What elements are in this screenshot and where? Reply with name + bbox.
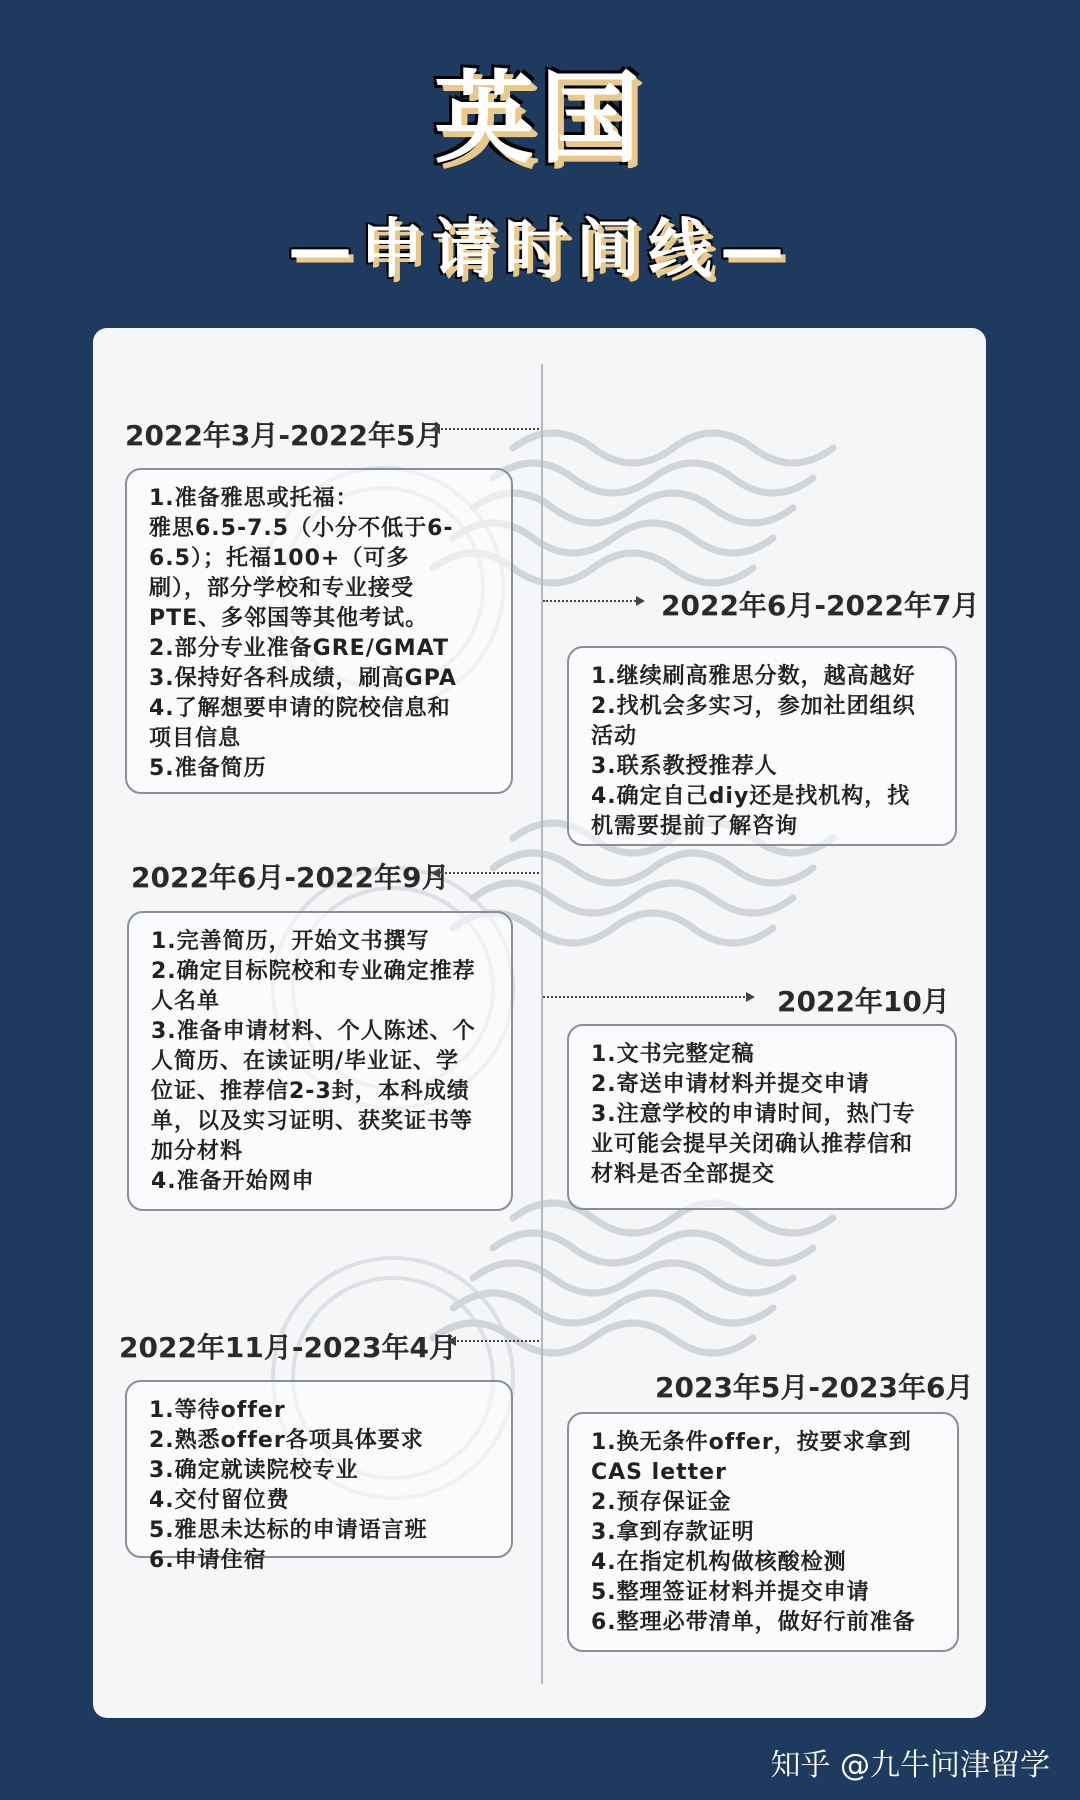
list-item: 活动: [591, 724, 638, 749]
list-item: CAS letter: [591, 1460, 727, 1485]
timeline-axis: [541, 364, 543, 1684]
timeline-date: 2022年6月-2022年7月: [661, 589, 980, 622]
page-subtitle: —申请时间线—: [288, 213, 792, 287]
source-credit: 知乎 @九牛问津留学: [770, 1748, 1050, 1783]
list-item: 2.熟悉offer各项具体要求: [149, 1428, 424, 1453]
list-item: 1.文书完整定稿: [591, 1042, 755, 1067]
list-item: 4.了解想要申请的院校信息和: [149, 696, 451, 721]
timeline-date: 2023年5月-2023年6月: [655, 1371, 974, 1404]
list-item: 2.确定目标院校和专业确定推荐: [151, 959, 476, 984]
list-item: 项目信息: [149, 726, 242, 751]
list-item: 3.注意学校的申请时间，热门专: [591, 1102, 916, 1127]
timeline-date: 2022年3月-2022年5月: [125, 419, 444, 452]
list-item: 2.预存保证金: [591, 1490, 732, 1515]
timeline-box: [125, 468, 513, 794]
timeline-box: [567, 1412, 959, 1652]
list-item: 业可能会提早关闭确认推荐信和: [591, 1132, 914, 1157]
list-item: 2.找机会多实习，参加社团组织: [591, 694, 916, 719]
list-item: 刷），部分学校和专业接受: [149, 576, 415, 601]
timeline-arrow: [543, 996, 753, 998]
list-item: 1.准备雅思或托福：: [149, 486, 359, 511]
list-item: 6.5）；托福100+（可多: [149, 546, 410, 571]
list-item: 3.准备申请材料、个人陈述、个: [151, 1019, 476, 1044]
timeline-box: [567, 1024, 957, 1210]
list-item: 位证、推荐信2-3封，本科成绩: [151, 1079, 470, 1104]
page-title: 英国: [434, 60, 646, 177]
list-item: 5.准备简历: [149, 756, 267, 781]
list-item: 3.确定就读院校专业: [149, 1458, 359, 1483]
timeline-date: 2022年10月: [777, 985, 950, 1018]
list-item: 4.准备开始网申: [151, 1169, 315, 1194]
timeline-arrow: [433, 428, 539, 430]
timeline-arrow: [543, 600, 643, 602]
list-item: 雅思6.5-7.5（小分不低于6-: [149, 516, 454, 541]
list-item: 2.寄送申请材料并提交申请: [591, 1072, 870, 1097]
timeline-arrow: [449, 1340, 539, 1342]
list-item: 加分材料: [151, 1139, 244, 1164]
list-item: 1.完善简历，开始文书撰写: [151, 929, 430, 954]
list-item: 2.部分专业准备GRE/GMAT: [149, 636, 450, 661]
list-item: 4.交付留位费: [149, 1488, 290, 1513]
timeline-box: [567, 646, 957, 846]
list-item: 单，以及实习证明、获奖证书等: [151, 1109, 474, 1134]
timeline-box: [125, 1380, 513, 1573]
list-item: 材料是否全部提交: [591, 1162, 776, 1187]
list-item: 4.在指定机构做核酸检测: [591, 1550, 847, 1575]
timeline-card: [93, 328, 986, 1718]
list-item: 人简历、在读证明/毕业证、学: [151, 1049, 460, 1074]
list-item: 机需要提前了解咨询: [591, 814, 799, 839]
list-item: 5.整理签证材料并提交申请: [591, 1580, 870, 1605]
list-item: 6.申请住宿: [149, 1548, 267, 1573]
timeline-arrow: [433, 872, 539, 874]
list-item: 6.整理必带清单，做好行前准备: [591, 1610, 916, 1635]
list-item: 人名单: [151, 989, 221, 1014]
list-item: 1.继续刷高雅思分数，越高越好: [591, 664, 916, 689]
list-item: 4.确定自己diy还是找机构，找: [591, 784, 911, 809]
list-item: PTE、多邻国等其他考试。: [149, 606, 429, 631]
timeline-date: 2022年11月-2023年4月: [119, 1331, 457, 1364]
list-item: 3.保持好各科成绩，刷高GPA: [149, 666, 457, 691]
timeline-date: 2022年6月-2022年9月: [131, 861, 450, 894]
list-item: 5.雅思未达标的申请语言班: [149, 1518, 428, 1543]
list-item: 1.换无条件offer，按要求拿到: [591, 1430, 912, 1455]
list-item: 3.联系教授推荐人: [591, 754, 778, 779]
timeline-box: [127, 911, 513, 1211]
list-item: 3.拿到存款证明: [591, 1520, 755, 1545]
list-item: 1.等待offer: [149, 1398, 286, 1423]
